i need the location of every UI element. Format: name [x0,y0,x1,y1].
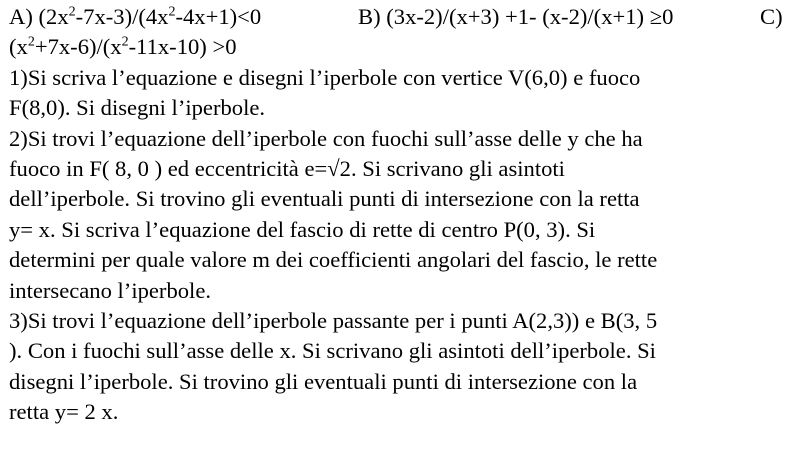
inequality-a: A) $(2x^2-7x-3)/(4x^2-4x+1)<0$ [9,4,262,29]
exercise-2-line: dell’iperbole. Si trovino gli eventuali punti di intersezione con la retta [9,186,640,212]
exercise-2 [9,124,799,306]
exercise-3-line: retta y= 2 x. [9,399,119,425]
exercise-sheet [9,2,799,427]
exercise-3-line: 3)Si trovi l’equazione dell’iperbole passante per i punti A(2,3)) e B(3, 5 [9,307,658,333]
exercise-2-line: fuoco in F( 8, 0 ) ed eccentricità e=√2. Si scrivano gli asintoti [9,155,565,181]
exercise-1-line: 1)Si scriva l’equazione e disegni l’iperbole con vertice V(6,0) e fuoco [9,64,641,90]
inequality-c-label: C) [760,4,783,29]
exercise-2-line: y= x. Si scriva l’equazione del fascio di rette di centro P(0, 3). Si [9,216,596,242]
exercise-1 [9,63,799,124]
inequality-c: $(x^2+7x-6)/(x^2-11x-10) >0$ [9,34,237,60]
exercise-2-line: 2)Si trovi l’equazione dell’iperbole con fuochi sull’asse delle y che ha [9,125,643,151]
exercise-2-line: determini per quale valore m dei coefficienti angolari del fascio, le rette [9,247,658,273]
exercise-1-line: F(8,0). Si disegni l’iperbole. [9,95,266,121]
inequalities-line [9,2,799,32]
exercise-3-line: ). Con i fuochi sull’asse delle x. Si scrivano gli asintoti dell’iperbole. Si [9,338,656,364]
exercise-2-line: intersecano l’iperbole. [9,277,211,303]
exercise-3 [9,306,799,428]
exercise-3-line: disegni l’iperbole. Si trovino gli eventuali punti di intersezione con la [9,368,638,394]
inequality-b: B) (3x-2)/(x+3) +1- (x-2)/(x+1) ≥0 [358,4,674,29]
